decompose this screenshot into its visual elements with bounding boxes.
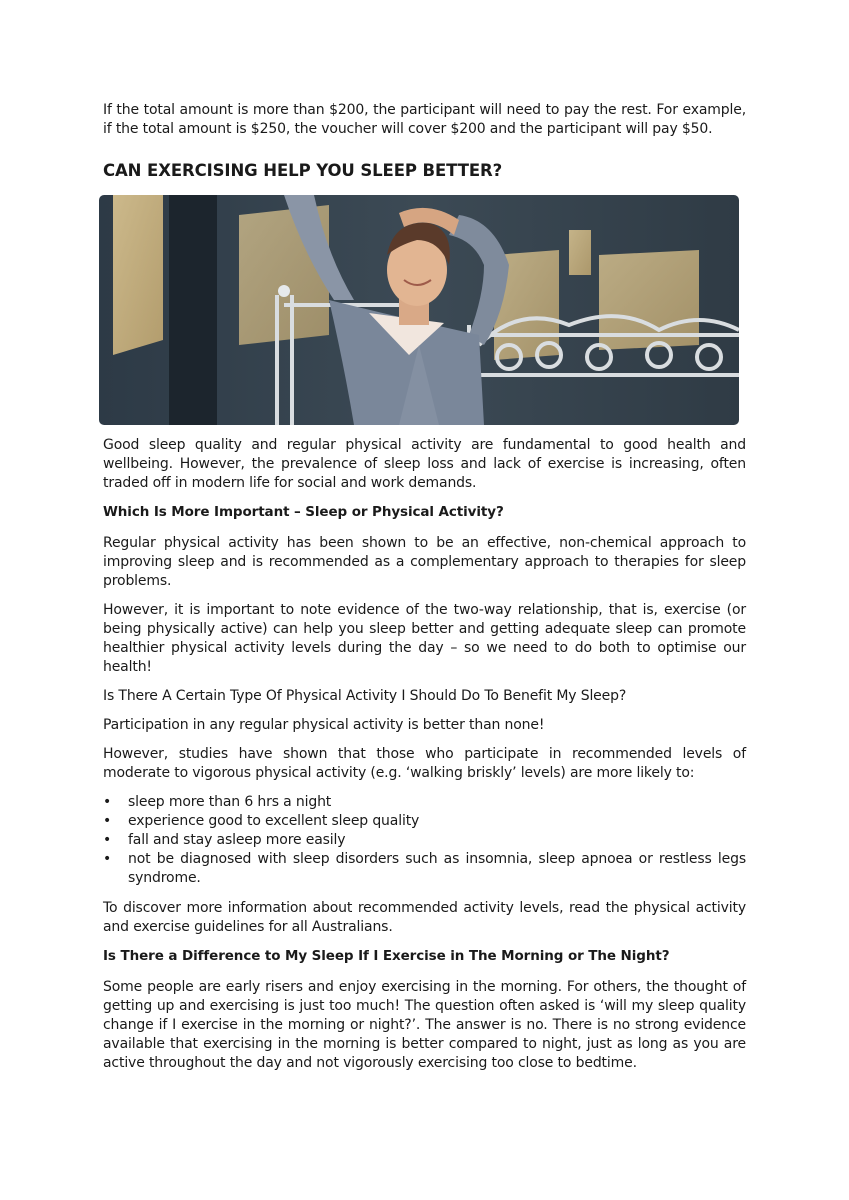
paragraph-sleep-quality: Good sleep quality and regular physical activity are fundamental to good health and wellbeing. However, the prevalence of sleep loss and lack of exercise is increasing, often traded off in modern life for social and work demands.: [103, 437, 746, 491]
list-item: [103, 850, 746, 888]
paragraph-two-way-relationship: However, it is important to note evidence of the two-way relationship, that is, exercise (or being physically active) can help you sleep better and getting adequate sleep can promote healthier physical activity levels during the day – so we need to do both to optimise our health!: [103, 602, 746, 675]
paragraph-studies: However, studies have shown that those who participate in recommended levels of moderate to vigorous physical activity (e.g. ‘walking briskly’ levels) are more likely to:: [103, 746, 746, 781]
bullet-icon: •: [103, 794, 112, 810]
benefits-list: [103, 793, 746, 888]
list-item-text: fall and stay asleep more easily: [128, 832, 346, 848]
document-page: [103, 101, 746, 1083]
paragraph-guidelines: To discover more information about recommended activity levels, read the physical activity and exercise guidelines for all Australians.: [103, 900, 746, 935]
subheading-sleep-or-activity: Which Is More Important – Sleep or Physical Activity?: [103, 504, 504, 520]
subheading-morning-or-night: Is There a Difference to My Sleep If I Exercise in The Morning or The Night?: [103, 948, 670, 964]
bullet-icon: •: [103, 851, 112, 867]
list-item: [103, 812, 746, 831]
bullet-icon: •: [103, 832, 112, 848]
paragraph-physical-activity: Regular physical activity has been shown to be an effective, non-chemical approach to improving sleep and is recommended as a complementary approach to therapies for sleep problems.: [103, 535, 746, 589]
list-item-text: experience good to excellent sleep quality: [128, 813, 420, 829]
woman-stretching-photo: [99, 195, 739, 425]
list-item-text: not be diagnosed with sleep disorders such as insomnia, sleep apnoea or restless legs syndrome.: [128, 851, 746, 886]
paragraph-morning-or-night: Some people are early risers and enjoy exercising in the morning. For others, the thought of getting up and exercising is just too much! The question often asked is ‘will my sleep quality change if I exercise in the morning or night?’. The answer is no. There is no strong evidence available that exercising in the morning is better compared to night, just as long as you are active throughout the day and not vigorously exercising too close to bedtime.: [103, 979, 746, 1071]
list-item: [103, 831, 746, 850]
section-heading: CAN EXERCISING HELP YOU SLEEP BETTER?: [103, 161, 503, 180]
intro-paragraph: If the total amount is more than $200, the participant will need to pay the rest. For example, if the total amount is $250, the voucher will cover $200 and the participant will pay $50.: [103, 102, 746, 137]
paragraph-any-activity: Participation in any regular physical activity is better than none!: [103, 717, 545, 733]
bullet-icon: •: [103, 813, 112, 829]
question-type-of-activity: Is There A Certain Type Of Physical Activity I Should Do To Benefit My Sleep?: [103, 688, 627, 704]
list-item-text: sleep more than 6 hrs a night: [128, 794, 332, 810]
list-item: [103, 793, 746, 812]
